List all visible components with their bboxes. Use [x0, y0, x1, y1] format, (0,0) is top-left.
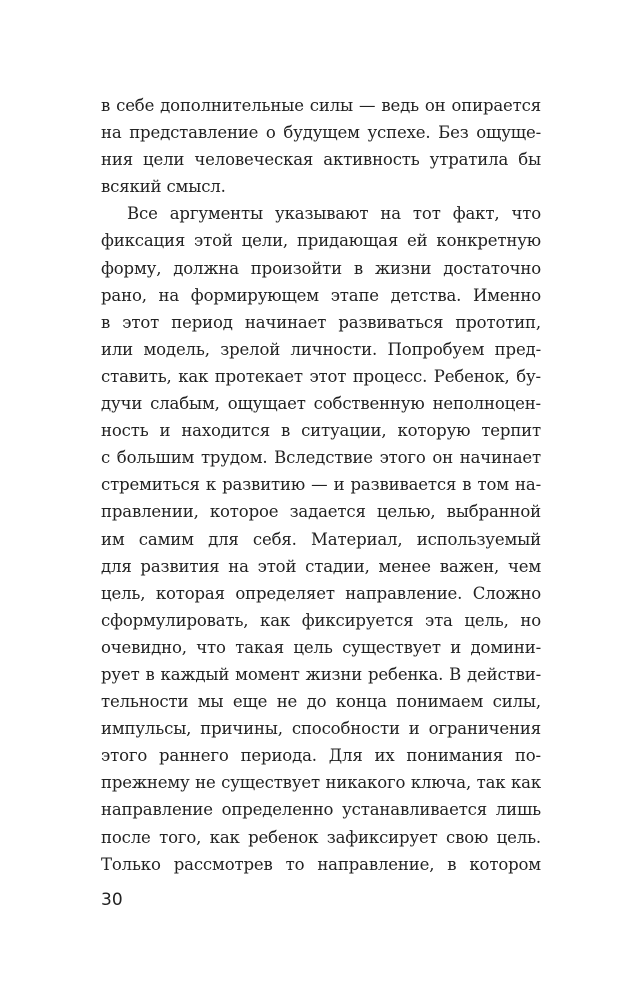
text-line: в себе дополнительные силы — ведь он опирается	[101, 96, 541, 115]
text-line: ность и находится в ситуации, которую терпит	[101, 421, 541, 441]
body-text	[101, 92, 541, 878]
text-line: импульсы, причины, способности и ограничения	[101, 719, 541, 739]
text-line: прежнему не существует никакого ключа, так как	[101, 773, 541, 793]
text-line: им самим для себя. Материал, используемый	[101, 529, 541, 549]
text-line: или модель, зрелой личности. Попробуем пред-	[101, 339, 541, 359]
text-line: рует в каждый момент жизни ребенка. В действи-	[101, 664, 541, 684]
text-line: ния цели человеческая активность утратила бы	[101, 150, 541, 170]
text-line: цель, которая определяет направление. Сложно	[101, 583, 541, 603]
text-line: сформулировать, как фиксируется эта цель, но	[101, 610, 541, 630]
text-line: стремиться к развитию — и развивается в том на-	[101, 475, 541, 495]
text-line: этого раннего периода. Для их понимания по-	[101, 746, 541, 766]
text-line: на представление о будущем успехе. Без ощуще-	[101, 123, 541, 143]
paragraph-first-line: Все аргументы указывают на тот факт, что	[127, 204, 541, 224]
text-line: всякий смысл.	[101, 177, 226, 197]
text-line: фиксация этой цели, придающая ей конкретную	[101, 231, 541, 251]
text-line: правлении, которое задается целью, выбранной	[101, 502, 541, 522]
text-line: в этот период начинает развиваться прототип,	[101, 312, 541, 332]
text-line: ставить, как протекает этот процесс. Ребенок, бу-	[101, 366, 541, 386]
text-line: для развития на этой стадии, менее важен, чем	[101, 556, 541, 576]
page-number: 30	[101, 890, 123, 910]
text-line: после того, как ребенок зафиксирует свою цель.	[101, 827, 541, 847]
text-line: Только рассмотрев то направление, в котором	[101, 854, 541, 874]
text-line: с большим трудом. Вследствие этого он начинает	[101, 448, 541, 468]
text-line: дучи слабым, ощущает собственную неполноцен-	[101, 394, 541, 414]
text-line: направление определенно устанавливается лишь	[101, 800, 541, 820]
text-line: тельности мы еще не до конца понимаем силы,	[101, 692, 541, 712]
text-line: форму, должна произойти в жизни достаточно	[101, 258, 541, 278]
text-line: очевидно, что такая цель существует и домини-	[101, 637, 541, 657]
text-line: рано, на формирующем этапе детства. Именно	[101, 285, 541, 305]
